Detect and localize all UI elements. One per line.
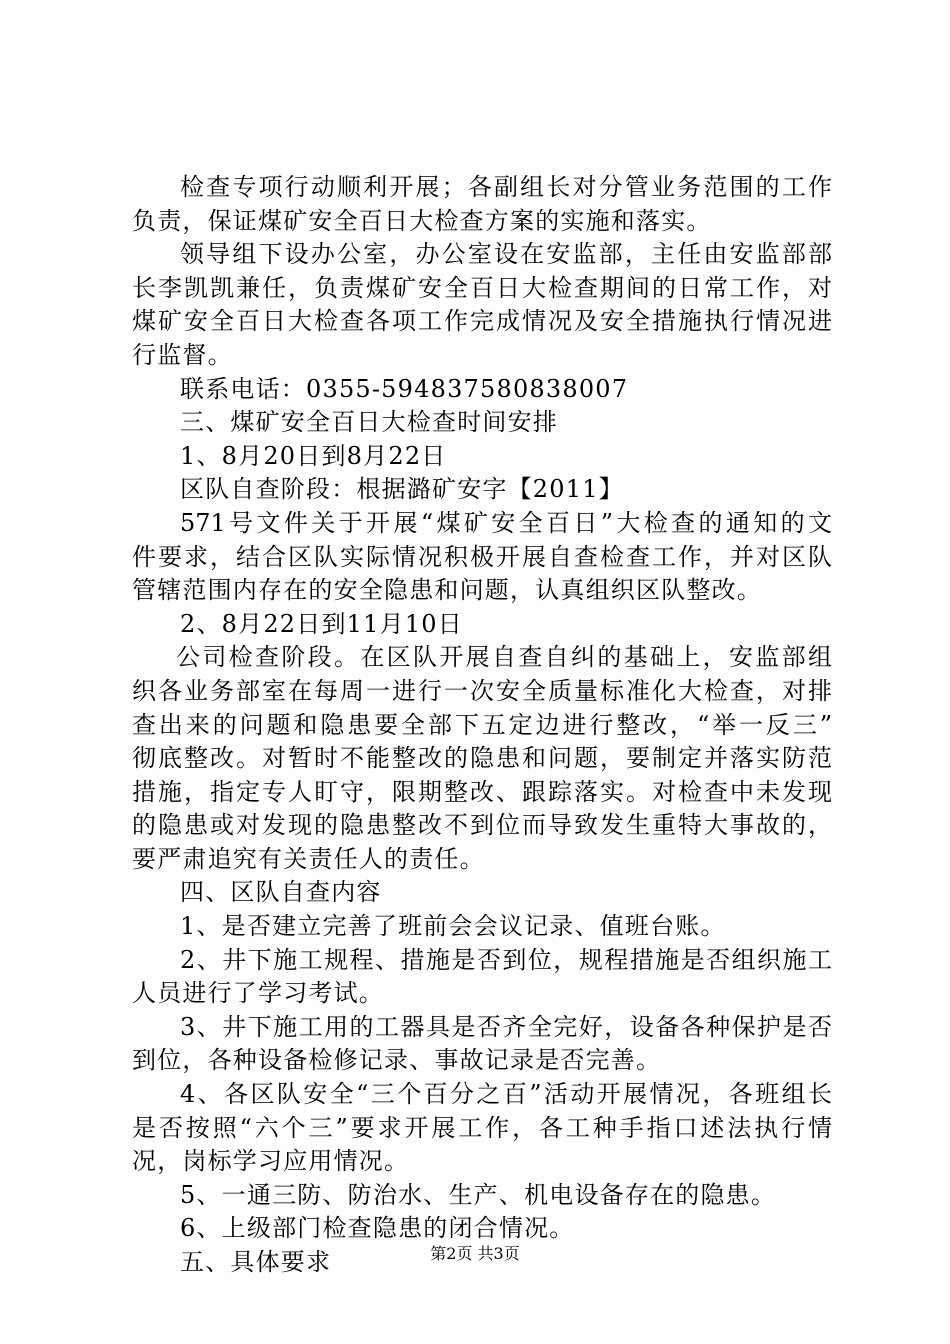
text-line: 6、上级部门检查隐患的闭合情况。 <box>180 1214 575 1243</box>
text-line: 行监督。 <box>132 340 233 369</box>
text-line: 织各业务部室在每周一进行一次安全质量标准化大检查，对排 <box>132 676 832 705</box>
text-line: 到位，各种设备检修记录、事故记录是否完善。 <box>132 1046 662 1075</box>
text-line: 公司检查阶段。在区队开展自查自纠的基础上，安监部组 <box>176 643 832 672</box>
text-line: 4、各区队安全“三个百分之百”活动开展情况，各班组长 <box>180 1080 832 1109</box>
text-line: 领导组下设办公室，办公室设在安监部，主任由安监部部 <box>180 240 832 269</box>
text-line: 彻底整改。对暂时不能整改的隐患和问题，要制定并落实防范 <box>132 744 832 773</box>
text-line: 联系电话：0355-594837580838007 <box>180 374 629 403</box>
text-line: 人员进行了学习考试。 <box>132 979 384 1008</box>
text-line: 区队自查阶段：根据潞矿安字【2011】 <box>180 475 624 504</box>
text-line: 要严肃追究有关责任人的责任。 <box>132 844 485 873</box>
text-line: 5、一通三防、防治水、生产、机电设备存在的隐患。 <box>180 1180 777 1209</box>
document-body <box>132 171 832 1280</box>
text-line: 措施，指定专人盯守，限期整改、跟踪落实。对检查中未发现 <box>132 777 832 806</box>
text-line: 负责，保证煤矿安全百日大检查方案的实施和落实。 <box>132 206 712 235</box>
text-line: 四、区队自查内容 <box>180 878 382 907</box>
text-line: 况，岗标学习应用情况。 <box>132 1147 410 1176</box>
text-line: 三、煤矿安全百日大检查时间安排 <box>180 408 558 437</box>
text-line: 1、8月20日到8月22日 <box>180 441 447 470</box>
text-line: 571号文件关于开展“煤矿安全百日”大检查的通知的文 <box>180 508 832 537</box>
text-line: 检查专项行动顺利开展；各副组长对分管业务范围的工作 <box>180 173 832 201</box>
text-line: 五、具体要求 <box>180 1248 332 1276</box>
text-line: 2、8月22日到11月10日 <box>180 609 463 638</box>
page-footer: 第2页 共3页 <box>430 1244 520 1263</box>
text-line: 查出来的问题和隐患要全部下五定边进行整改，“举一反三” <box>132 710 832 739</box>
text-line: 长李凯凯兼任，负责煤矿安全百日大检查期间的日常工作，对 <box>132 273 832 302</box>
text-line: 2、井下施工规程、措施是否到位，规程措施是否组织施工 <box>180 945 832 974</box>
text-line: 件要求，结合区队实际情况积极开展自查检查工作，并对区队 <box>132 542 832 571</box>
text-line: 是否按照“六个三”要求开展工作，各工种手指口述法执行情 <box>132 1113 832 1142</box>
text-line: 的隐患或对发现的隐患整改不到位而导致发生重特大事故的， <box>132 811 832 840</box>
text-line: 3、井下施工用的工器具是否齐全完好，设备各种保护是否 <box>180 1012 832 1041</box>
text-line: 管辖范围内存在的安全隐患和问题，认真组织区队整改。 <box>132 576 762 605</box>
text-line: 1、是否建立完善了班前会会议记录、值班台账。 <box>180 912 726 941</box>
text-line: 煤矿安全百日大检查各项工作完成情况及安全措施执行情况进 <box>132 307 832 336</box>
